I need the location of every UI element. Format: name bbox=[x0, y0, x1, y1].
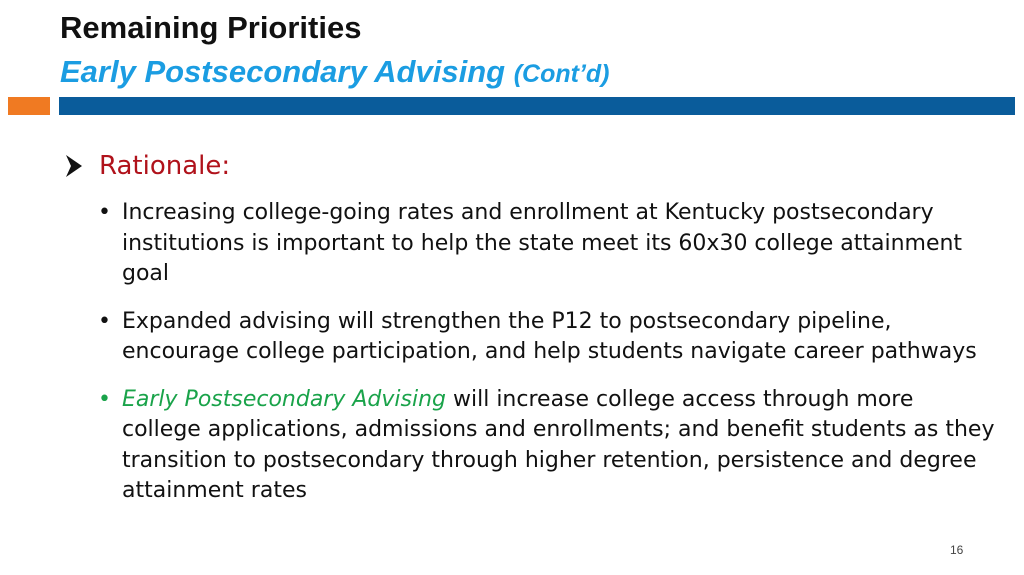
rationale-heading bbox=[64, 148, 230, 184]
bullet-dot-icon: • bbox=[98, 308, 111, 334]
accent-bar-blue bbox=[59, 97, 1015, 115]
bullet-dot-icon: • bbox=[98, 200, 111, 225]
slide-title: Remaining Priorities bbox=[60, 10, 362, 45]
rationale-label: Rationale: bbox=[99, 151, 231, 181]
program-name: Early Postsecondary Advising bbox=[122, 386, 446, 412]
rationale-list bbox=[96, 198, 996, 524]
bullet-text: Expanded advising will strengthen the P12 to postsecondary pipeline, encourage college participation, and help students navigate career pathways bbox=[122, 308, 977, 364]
list-item bbox=[96, 307, 996, 368]
slide-subtitle bbox=[60, 52, 610, 94]
list-item bbox=[96, 198, 996, 290]
bullet-text: Increasing college-going rates and enrollment at Kentucky postsecondary institutions is important to help the state meet its 60x30 college attainment goal bbox=[122, 200, 963, 286]
subtitle-suffix: (Cont’d) bbox=[513, 60, 610, 88]
page-number: 16 bbox=[950, 543, 964, 557]
bullet-dot-icon: • bbox=[98, 386, 111, 412]
accent-bar-orange bbox=[8, 97, 50, 115]
bullet-text: will increase college access through more college applications, admissions and enrollments; and benefit students as they transition to postsecondary through higher retention, persistence and degree attainment rates bbox=[122, 386, 995, 503]
arrow-bullet-icon bbox=[64, 153, 84, 179]
list-item bbox=[96, 385, 996, 507]
subtitle-main: Early Postsecondary Advising bbox=[60, 54, 506, 89]
